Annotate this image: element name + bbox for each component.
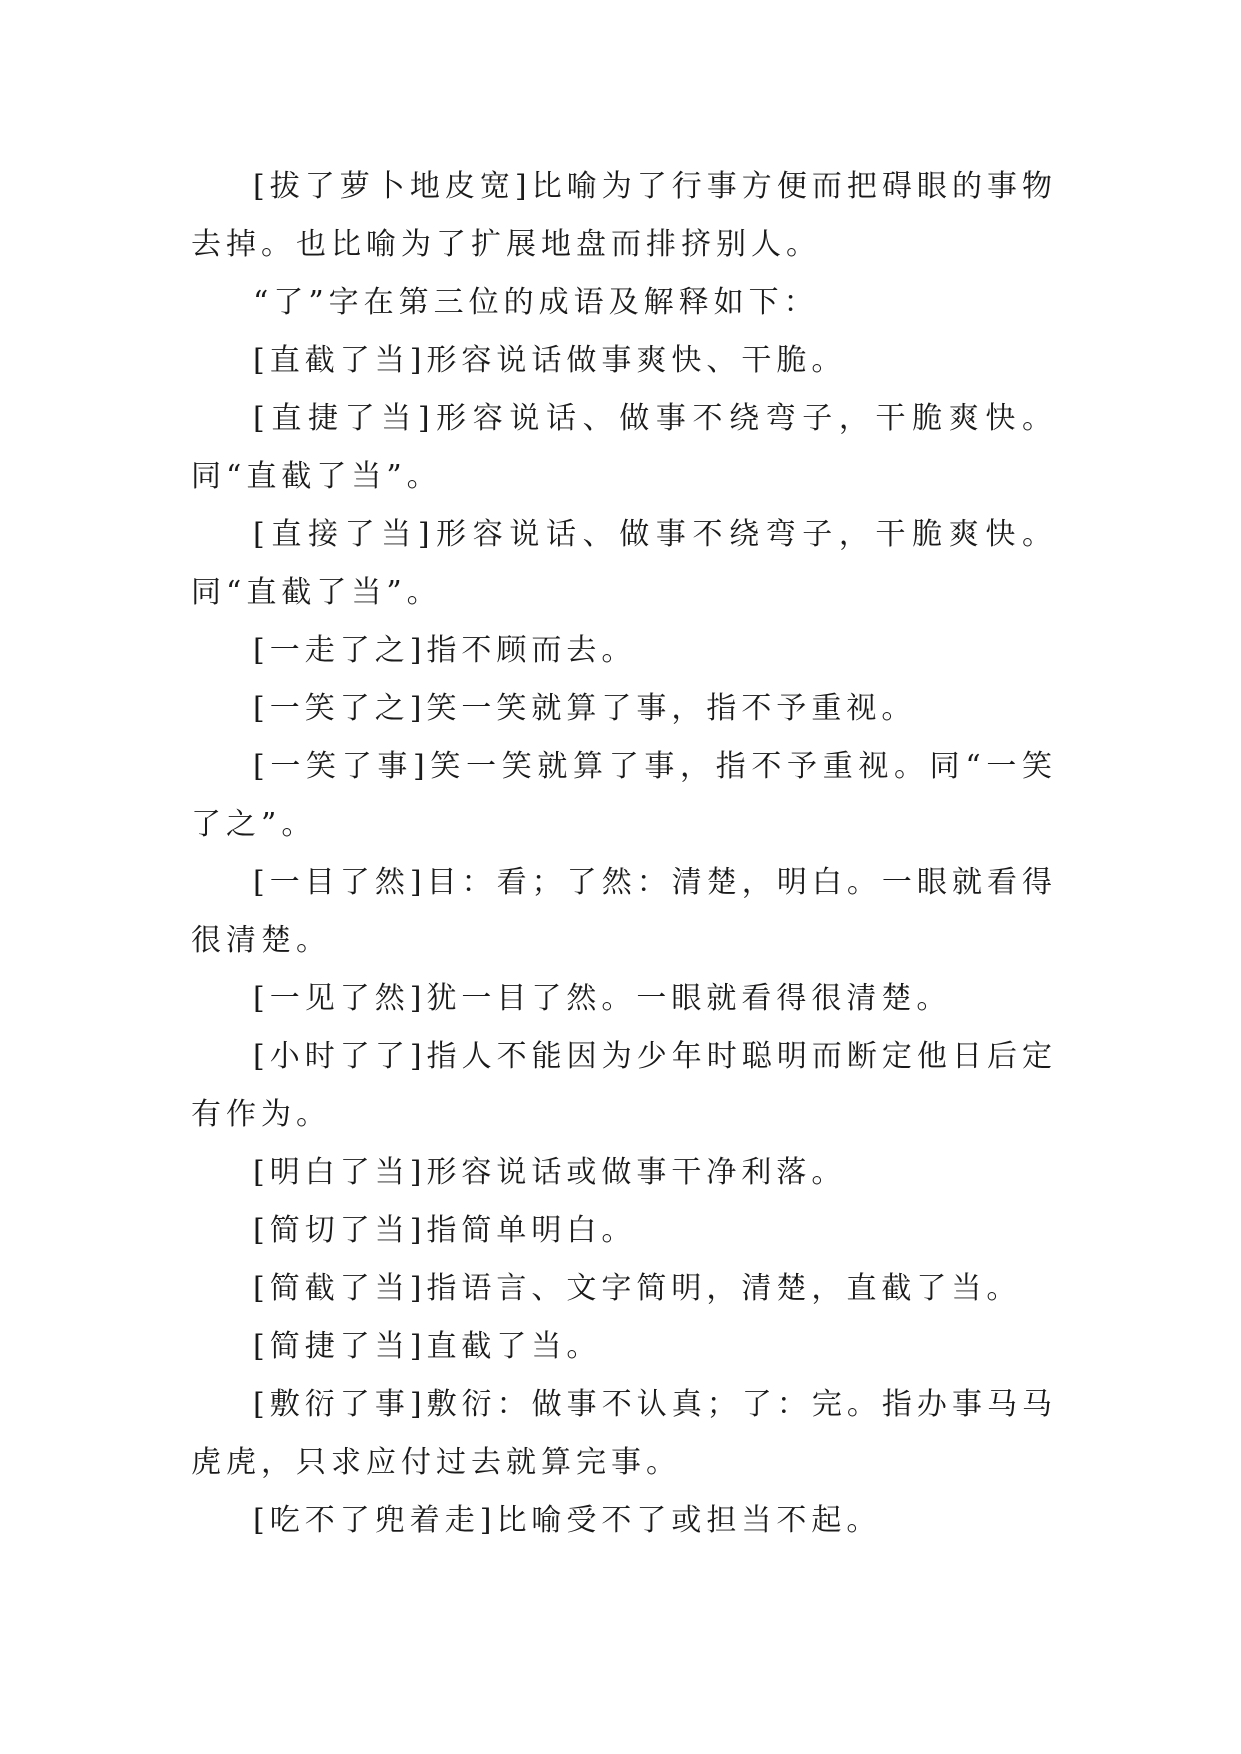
idiom-term: [ 一走了之 ] xyxy=(253,633,426,668)
idiom-entry xyxy=(191,506,1057,622)
idiom-term: [ 一见了然 ] xyxy=(253,981,426,1016)
idiom-term: [ 简捷了当 ] xyxy=(253,1329,426,1364)
idiom-entry xyxy=(191,1028,1057,1144)
idiom-term: [ 一目了然 ] xyxy=(253,865,427,900)
idiom-entry xyxy=(191,1260,1057,1318)
idiom-entry xyxy=(191,1202,1057,1260)
idiom-definition: 形容说话做事爽快、干脆。 xyxy=(426,343,847,378)
idiom-definition: 直截了当。 xyxy=(426,1329,602,1364)
idiom-term: [ 明白了当 ] xyxy=(253,1155,426,1190)
section-heading: “了”字在第三位的成语及解释如下： xyxy=(253,285,819,320)
idiom-entry xyxy=(191,680,1057,738)
idiom-term: [ 简切了当 ] xyxy=(253,1213,426,1248)
idiom-entry xyxy=(191,1376,1057,1492)
idiom-entry xyxy=(191,854,1057,970)
idiom-definition: 比喻为了行事方便而把碍眼的事物去掉。也比喻为了扩展地盘而排挤别人。 xyxy=(191,169,1058,262)
idiom-entry xyxy=(191,1144,1057,1202)
idiom-term: [ 直截了当 ] xyxy=(253,343,426,378)
idiom-definition: 目：看；了然：清楚，明白。一眼就看得很清楚。 xyxy=(191,865,1058,958)
idiom-definition: 形容说话、做事不绕弯子，干脆爽快。同“直截了当”。 xyxy=(191,401,1058,494)
idiom-term: [ 简截了当 ] xyxy=(253,1271,426,1306)
idiom-definition: 指简单明白。 xyxy=(426,1213,637,1248)
idiom-term: [ 一笑了事 ] xyxy=(253,749,430,784)
idiom-definition: 指人不能因为少年时聪明而断定他日后定有作为。 xyxy=(191,1039,1058,1132)
idiom-entry xyxy=(191,970,1057,1028)
idiom-definition: 指不顾而去。 xyxy=(426,633,637,668)
idiom-term: [ 小时了了 ] xyxy=(253,1039,427,1074)
idiom-definition: 指语言、文字简明，清楚，直截了当。 xyxy=(426,1271,1022,1306)
idiom-definition: 比喻受不了或担当不起。 xyxy=(496,1503,882,1538)
idiom-entry xyxy=(191,738,1057,854)
idiom-definition: 敷衍：做事不认真；了：完。指办事马马虎虎，只求应付过去就算完事。 xyxy=(191,1387,1058,1480)
idiom-term: [ 直接了当 ] xyxy=(253,517,435,552)
idiom-definition: 笑一笑就算了事，指不予重视。同“一笑了之”。 xyxy=(191,749,1057,842)
idiom-entry xyxy=(191,390,1057,506)
idiom-term: [ 拔了萝卜地皮宽 ] xyxy=(253,169,532,204)
idiom-term: [ 吃不了兜着走 ] xyxy=(253,1503,496,1538)
idiom-definition: 形容说话或做事干净利落。 xyxy=(426,1155,847,1190)
idiom-term: [ 直捷了当 ] xyxy=(253,401,435,436)
idiom-entry xyxy=(191,1318,1057,1376)
idiom-term: [ 敷衍了事 ] xyxy=(253,1387,427,1422)
idiom-entry xyxy=(191,622,1057,680)
idiom-term: [ 一笑了之 ] xyxy=(253,691,426,726)
document-body xyxy=(191,158,1057,1550)
idiom-entry xyxy=(191,1492,1057,1550)
idiom-definition: 犹一目了然。一眼就看得很清楚。 xyxy=(426,981,952,1016)
idiom-entry xyxy=(191,158,1057,274)
idiom-definition: 形容说话、做事不绕弯子，干脆爽快。同“直截了当”。 xyxy=(191,517,1058,610)
idiom-entry xyxy=(191,332,1057,390)
idiom-definition: 笑一笑就算了事，指不予重视。 xyxy=(426,691,917,726)
